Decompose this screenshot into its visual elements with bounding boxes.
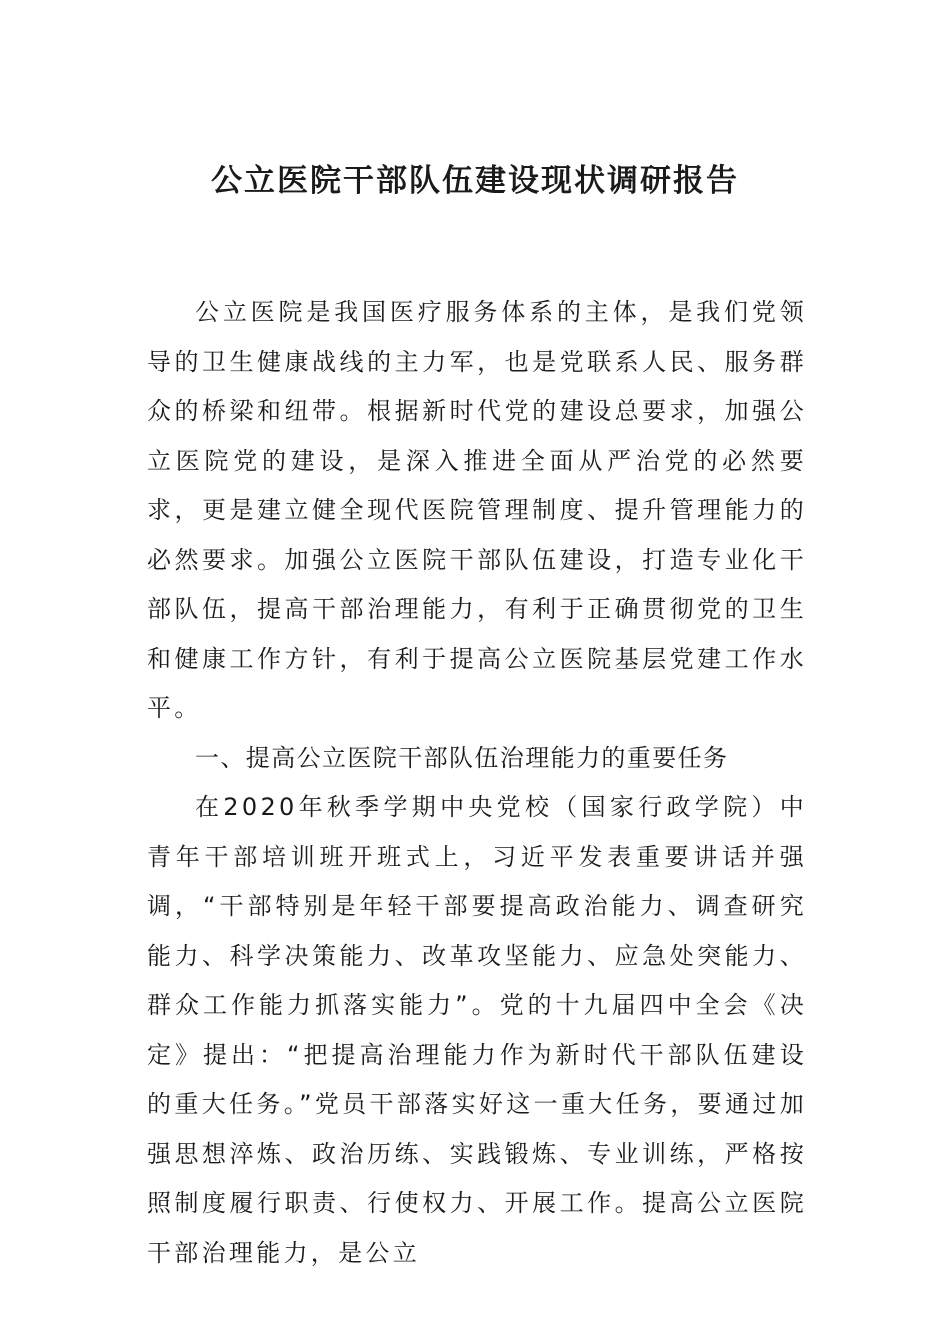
document-title: 公立医院干部队伍建设现状调研报告 — [211, 163, 739, 199]
document-body — [147, 288, 807, 1278]
intro-paragraph: 公立医院是我国医疗服务体系的主体，是我们党领导的卫生健康战线的主力军，也是党联系人民、服务群众的桥梁和纽带。根据新时代党的建设总要求，加强公立医院党的建设，是深入推进全面从严治党的必然要求，更是建立健全现代医院管理制度、提升管理能力的必然要求。加强公立医院干部队伍建设，打造专业化干部队伍，提高干部治理能力，有利于正确贯彻党的卫生和健康工作方针，有利于提高公立医院基层党建工作水平。 — [147, 298, 807, 722]
section-paragraph: 在2020年秋季学期中央党校（国家行政学院）中青年干部培训班开班式上，习近平发表重要讲话并强调，“干部特别是年轻干部要提高政治能力、调查研究能力、科学决策能力、改革攻坚能力、应急处突能力、群众工作能力抓落实能力”。党的十九届四中全会《决定》提出：“把提高治理能力作为新时代干部队伍建设的重大任务。”党员干部落实好这一重大任务，要通过加强思想淬炼、政治历练、实践锻炼、专业训练，严格按照制度履行职责、行使权力、开展工作。提高公立医院干部治理能力，是公立 — [147, 793, 807, 1267]
section-heading: 一、提高公立医院干部队伍治理能力的重要任务 — [195, 743, 729, 772]
